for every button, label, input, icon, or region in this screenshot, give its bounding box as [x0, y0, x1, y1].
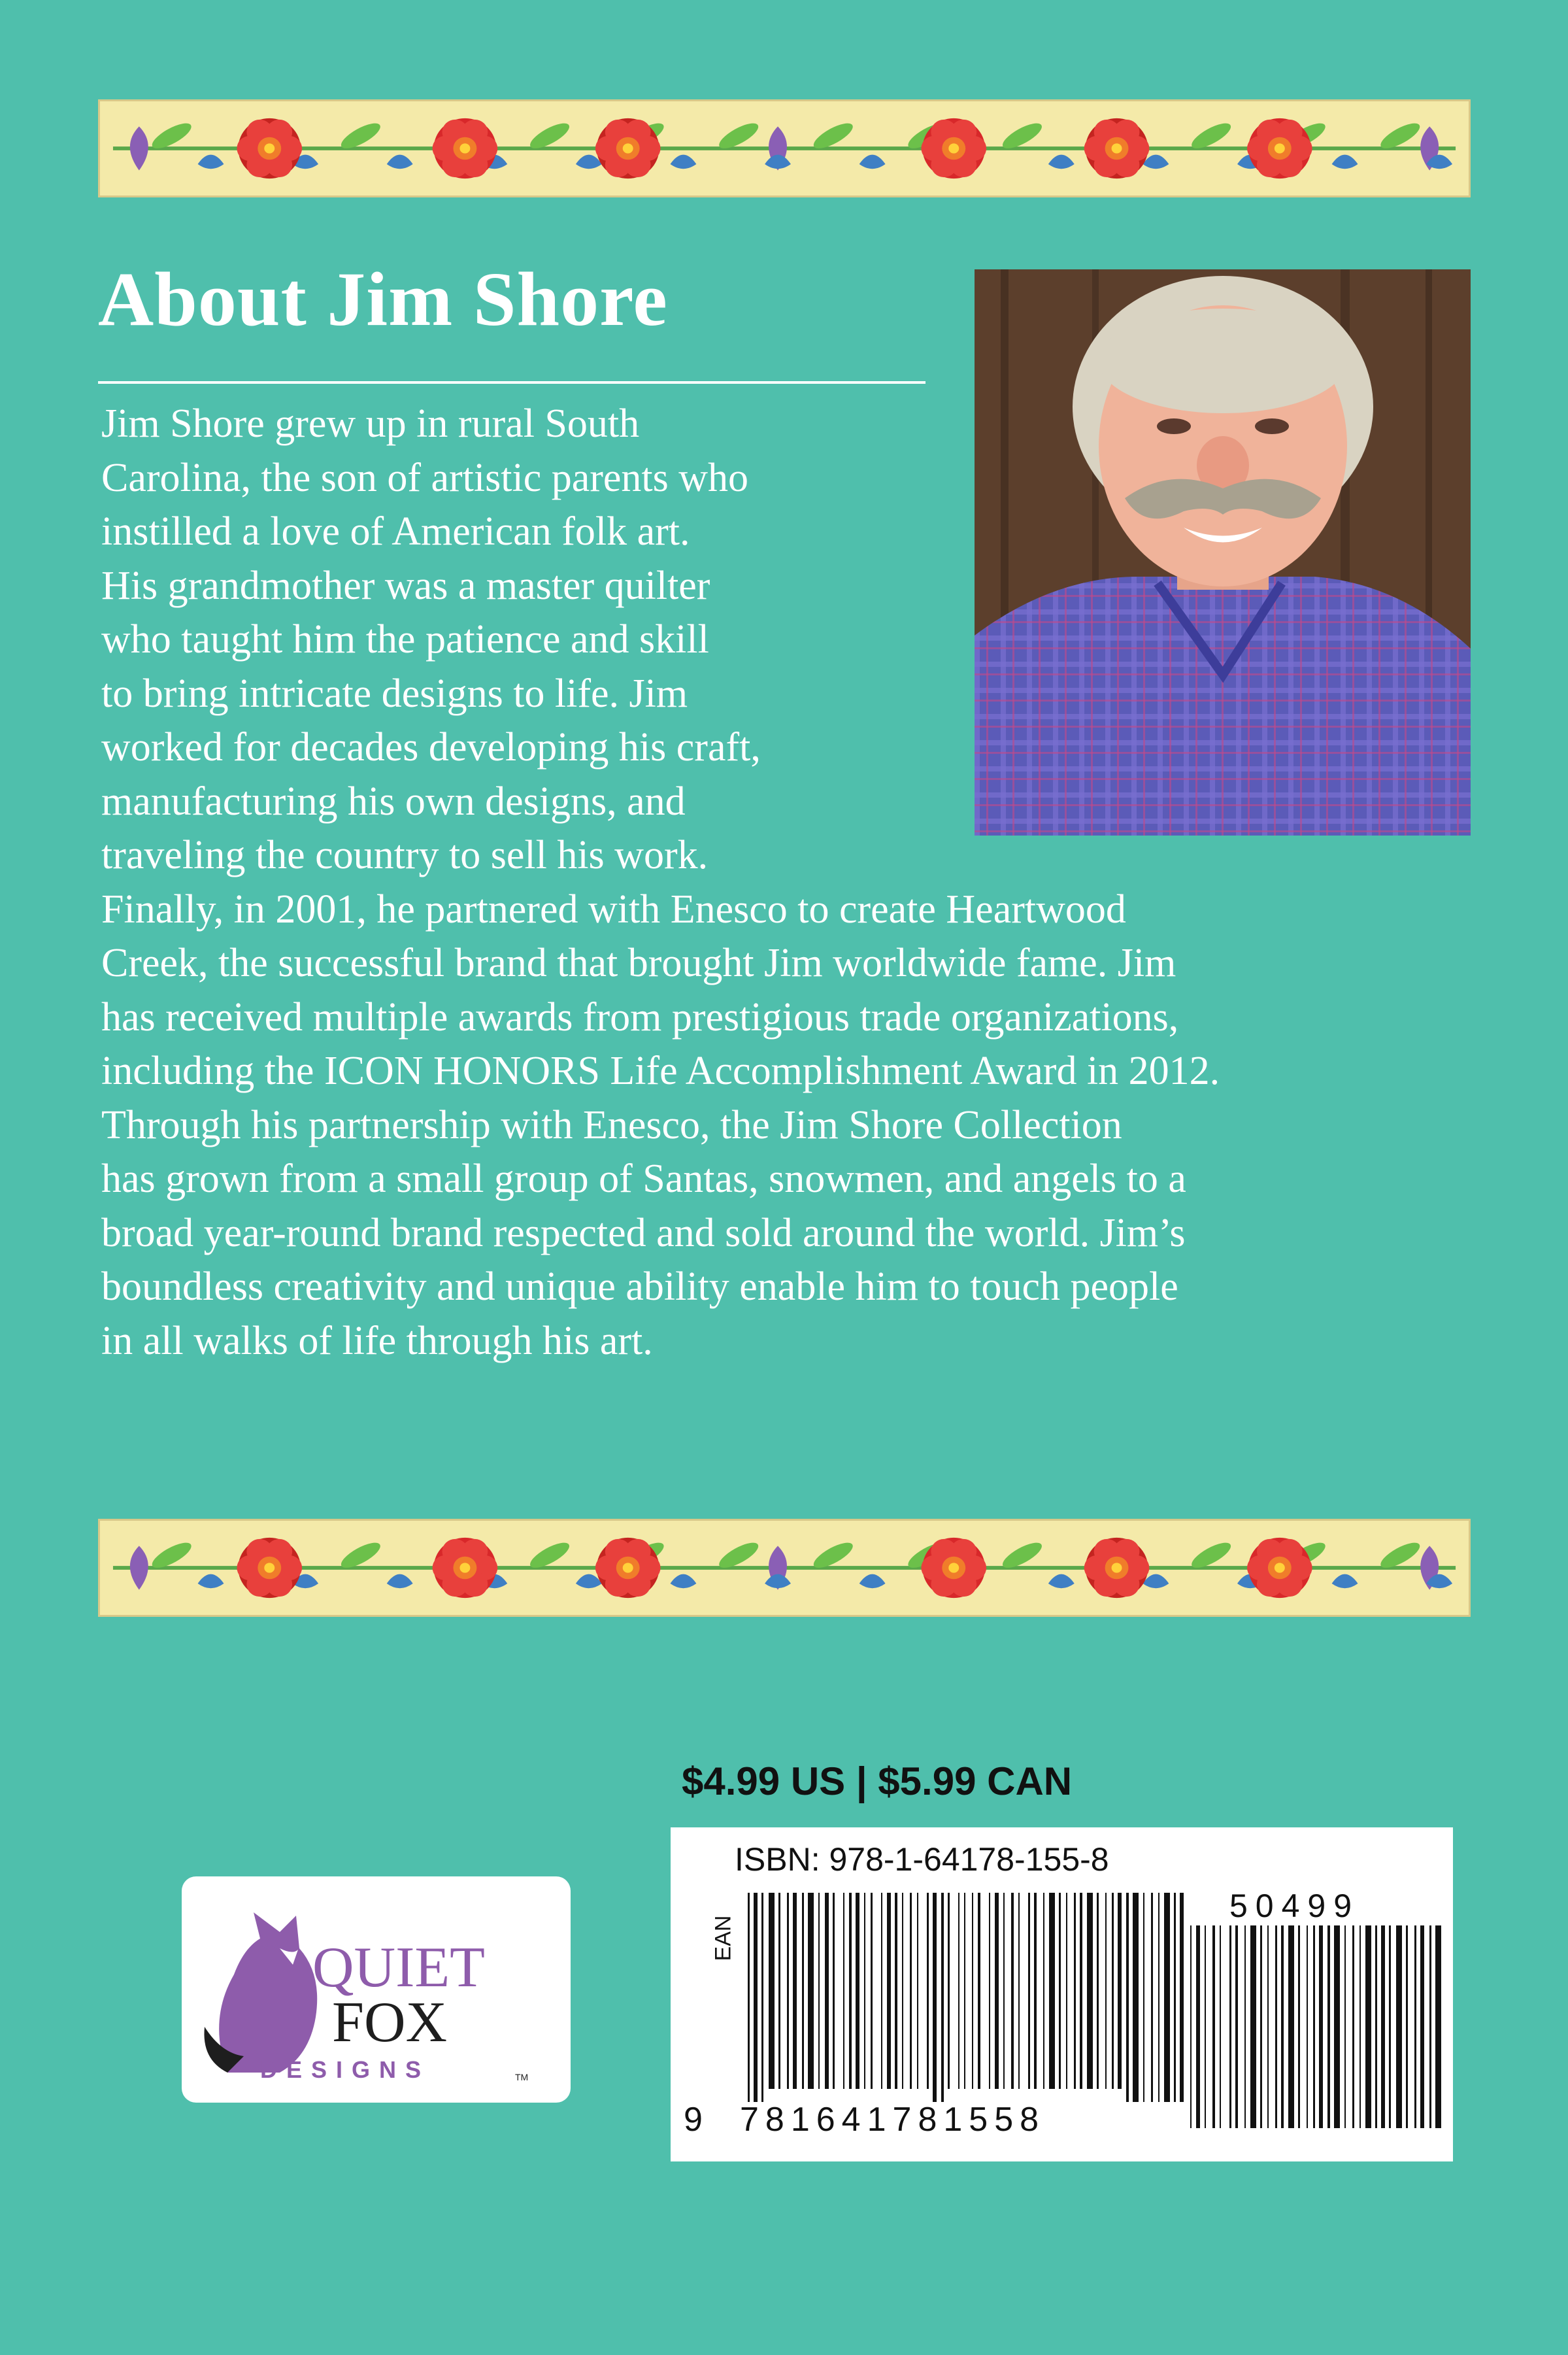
barcode-bar — [1327, 1925, 1330, 2128]
barcode-bar — [748, 1893, 750, 2102]
bio-line: worked for decades developing his craft, — [101, 725, 761, 770]
bio-line: Jim Shore grew up in rural South — [101, 401, 640, 446]
barcode-bar — [902, 1893, 903, 2089]
barcode-bar — [1435, 1925, 1441, 2128]
barcode-bar — [787, 1893, 789, 2089]
bio-line: has grown from a small group of Santas, snowmen, and angels to a — [101, 1157, 1186, 1201]
isbn-number: ISBN: 978-1-64178-155-8 — [735, 1841, 1109, 1878]
bio-line: Carolina, the son of artistic parents who — [101, 455, 749, 500]
bio-line: boundless creativity and unique ability enable him to touch people — [101, 1264, 1178, 1309]
barcode-bar — [1066, 1893, 1067, 2089]
flower-icon — [433, 118, 498, 178]
trademark-symbol: TM — [515, 2072, 529, 2082]
page-title: About Jim Shore — [98, 256, 668, 342]
barcode-bar — [1313, 1925, 1315, 2128]
barcode-bar — [887, 1893, 891, 2089]
barcode-bar — [1281, 1925, 1284, 2128]
barcode-bar — [1381, 1925, 1385, 2128]
barcode-bar — [1260, 1925, 1262, 2128]
tulip-icon — [130, 126, 148, 170]
barcode-bar — [1414, 1925, 1416, 2128]
bio-line: Finally, in 2001, he partnered with Enesco to create Heartwood — [101, 887, 1126, 932]
barcode-bar — [1275, 1925, 1277, 2128]
barcode-bar — [1359, 1925, 1361, 2128]
barcode-bar — [1212, 1925, 1215, 2128]
barcode-bar — [1151, 1893, 1153, 2102]
barcode-bar — [802, 1893, 804, 2089]
barcode-bar — [1080, 1893, 1082, 2089]
barcode-bar — [833, 1893, 835, 2089]
bio-line: who taught him the patience and skill — [101, 617, 709, 662]
publisher-name-line2: FOX — [332, 1991, 448, 2054]
barcode-bar — [964, 1893, 965, 2089]
barcode-bar — [1344, 1925, 1346, 2128]
barcode-bar — [1288, 1925, 1294, 2128]
barcode-bar — [1396, 1925, 1402, 2128]
barcode-price-code: 50499 — [1229, 1888, 1360, 1924]
barcode-bar — [1174, 1893, 1176, 2102]
barcode-bar — [1143, 1893, 1144, 2102]
barcode-bar — [1365, 1925, 1371, 2128]
decorative-floral-border-top — [98, 99, 1471, 197]
barcode-bar — [1420, 1925, 1424, 2128]
flower-icon — [1247, 118, 1312, 178]
barcode-bar — [1087, 1893, 1093, 2089]
barcode-bar — [1250, 1925, 1256, 2128]
bio-line: Through his partnership with Enesco, the Jim Shore Collection — [101, 1102, 1122, 1147]
barcode-bar — [818, 1893, 820, 2089]
barcode-bar — [1097, 1893, 1099, 2089]
barcode-bar — [1235, 1925, 1238, 2128]
barcode-bar — [1307, 1925, 1308, 2128]
author-biography — [101, 397, 1480, 1368]
floral-pattern — [100, 1521, 1469, 1615]
bio-line: Creek, the successful brand that brought Jim worldwide fame. Jim — [101, 941, 1176, 985]
title-divider — [98, 381, 926, 384]
flower-icon — [1084, 118, 1150, 178]
barcode-bar — [1267, 1925, 1269, 2128]
barcode-bar — [1220, 1925, 1221, 2128]
decorative-floral-border-bottom — [98, 1519, 1471, 1617]
barcode-bar — [1389, 1925, 1391, 2128]
barcode-bar — [808, 1893, 814, 2089]
bio-line: has received multiple awards from prestigious trade organizations, — [101, 994, 1179, 1040]
barcode-bar — [1074, 1893, 1076, 2089]
barcode-bar — [761, 1893, 763, 2102]
barcode-bar — [1406, 1925, 1408, 2128]
barcode-bar — [825, 1893, 829, 2089]
barcode-bar — [778, 1893, 780, 2089]
barcode-bar — [1375, 1925, 1377, 2128]
barcode-bar — [1319, 1925, 1323, 2128]
barcode-bar — [1180, 1893, 1184, 2102]
barcode-bar — [864, 1893, 865, 2089]
barcode-bar — [958, 1893, 959, 2089]
barcode-bar — [895, 1893, 897, 2089]
barcode-bar — [1190, 1925, 1192, 2128]
barcode-bar — [1334, 1925, 1340, 2128]
barcode-bar — [1244, 1925, 1246, 2128]
barcode-bar — [754, 1893, 758, 2102]
flower-icon — [1247, 1538, 1312, 1598]
barcode-bar — [1126, 1893, 1129, 2102]
bio-line: to bring intricate designs to life. Jim — [101, 671, 688, 716]
barcode-bar — [995, 1893, 999, 2089]
quiet-fox-logo — [182, 1876, 571, 2103]
barcode-bar — [1352, 1925, 1354, 2128]
barcode-bar — [989, 1893, 990, 2089]
barcode-bar — [972, 1893, 973, 2089]
flower-icon — [237, 118, 302, 178]
barcode-bar — [843, 1893, 844, 2089]
bio-line: traveling the country to sell his work. — [101, 833, 709, 877]
bio-line: His grandmother was a master quilter — [101, 563, 710, 608]
barcode-bar — [1034, 1893, 1037, 2089]
barcode-bar — [910, 1893, 912, 2089]
ean-label: EAN — [710, 1915, 736, 1961]
barcode-bar — [793, 1893, 797, 2089]
barcode-bar — [871, 1893, 873, 2089]
bio-line: broad year-round brand respected and sold around the world. Jim’s — [101, 1210, 1186, 1255]
barcode-bar — [941, 1893, 944, 2102]
barcode-bar — [1158, 1893, 1159, 2102]
barcode-bar — [1043, 1893, 1044, 2089]
barcode-bar — [1028, 1893, 1030, 2089]
barcode-bar — [948, 1893, 950, 2089]
barcode-digits: 781641781558 — [740, 2101, 1046, 2139]
barcode-bar — [849, 1893, 852, 2089]
barcode-bar — [917, 1893, 918, 2089]
barcode-bar — [1205, 1925, 1206, 2128]
barcode-first-digit: 9 — [684, 2101, 708, 2139]
flower-icon — [1084, 1538, 1150, 1598]
isbn-barcode — [671, 1827, 1453, 2161]
barcode-bar — [1059, 1893, 1061, 2089]
barcode-bar — [769, 1893, 775, 2089]
barcode-bar — [1164, 1893, 1170, 2102]
bio-line: in all walks of life through his art. — [101, 1318, 653, 1363]
barcode-bar — [881, 1893, 882, 2089]
barcode-bar — [1133, 1893, 1139, 2102]
barcode-bar — [978, 1893, 980, 2089]
publisher-name-line1: QUIET — [312, 1936, 485, 1999]
barcode-bar — [1298, 1925, 1300, 2128]
barcode-bar — [1003, 1893, 1005, 2089]
barcode-bar — [933, 1893, 937, 2102]
flower-icon — [237, 1538, 302, 1598]
bio-line: manufacturing his own designs, and — [101, 779, 686, 824]
flower-icon — [433, 1538, 498, 1598]
barcode-bar — [1229, 1925, 1231, 2128]
barcode-bar — [1429, 1925, 1431, 2128]
barcode-bar — [1112, 1893, 1114, 2089]
barcode-bar — [1118, 1893, 1122, 2089]
barcode-bar — [1105, 1893, 1107, 2089]
barcode-bar — [1011, 1893, 1014, 2089]
publisher-name-line3: DESIGNS — [260, 2056, 431, 2083]
price-label: $4.99 US | $5.99 CAN — [682, 1759, 1073, 1803]
tulip-icon — [130, 1546, 148, 1589]
barcode-bar — [1049, 1893, 1055, 2089]
barcode-bar — [1018, 1893, 1020, 2089]
bio-line: instilled a love of American folk art. — [101, 509, 690, 554]
floral-pattern — [100, 101, 1469, 195]
barcode-bar — [927, 1893, 929, 2089]
barcode-bar — [1196, 1925, 1200, 2128]
publisher-logo — [182, 1876, 571, 2103]
bio-line: including the ICON HONORS Life Accomplishment Award in 2012. — [101, 1049, 1220, 1093]
barcode-bar — [856, 1893, 859, 2089]
